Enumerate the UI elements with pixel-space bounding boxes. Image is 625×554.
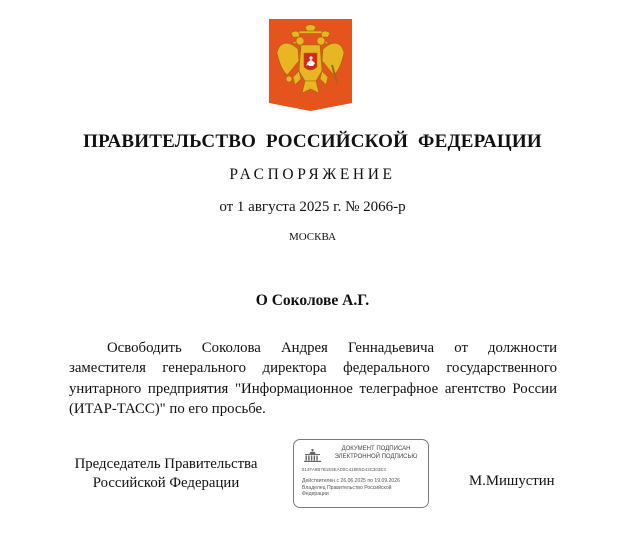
body-line: заместителя генерального директора федерального государственного (69, 360, 557, 377)
certificate-validity: Действителен с 26.06.2025 по 19.09.2026 (302, 478, 400, 484)
body-line: Освободить Соколова Андрея Геннадьевича от должности (107, 340, 557, 356)
stamp-title (326, 446, 426, 461)
signer-position-line: Российской Федерации (92, 474, 240, 491)
stamp-title-line: ДОКУМЕНТ ПОДПИСАН (341, 446, 411, 452)
body-line: унитарного предприятия "Информационное телеграфное агентство России (69, 380, 557, 397)
document-subject: О Соколове А.Г. (255, 292, 370, 309)
certificate-owner-line: Федерации (302, 491, 329, 498)
stamp-title-line: ЭЛЕКТРОННОЙ ПОДПИСЬЮ (334, 453, 418, 460)
certificate-owner-line: Владелец Правительство Российской (302, 485, 392, 491)
signer-position (68, 455, 264, 492)
document-date-number: от 1 августа 2025 г. № 2066-р (219, 199, 406, 215)
order-body (69, 338, 557, 419)
issue-city: МОСКВА (288, 231, 337, 243)
government-building-icon (304, 449, 321, 462)
government-title: ПРАВИТЕЛЬСТВО РОССИЙСКОЙ ФЕДЕРАЦИИ (83, 131, 542, 152)
document-type: РАСПОРЯЖЕНИЕ (229, 166, 396, 183)
signer-position-line: Председатель Правительства (74, 456, 258, 472)
signer-name: М.Мишустин (469, 473, 555, 489)
body-line: (ИТАР-ТАСС)" по его просьбе. (69, 400, 266, 417)
certificate-serial: 514FA8B7B1E9EAD0C418E5D43C303E3 (302, 467, 386, 472)
coat-of-arms-icon (269, 19, 352, 111)
electronic-signature-stamp (293, 439, 429, 508)
certificate-owner (302, 485, 426, 498)
